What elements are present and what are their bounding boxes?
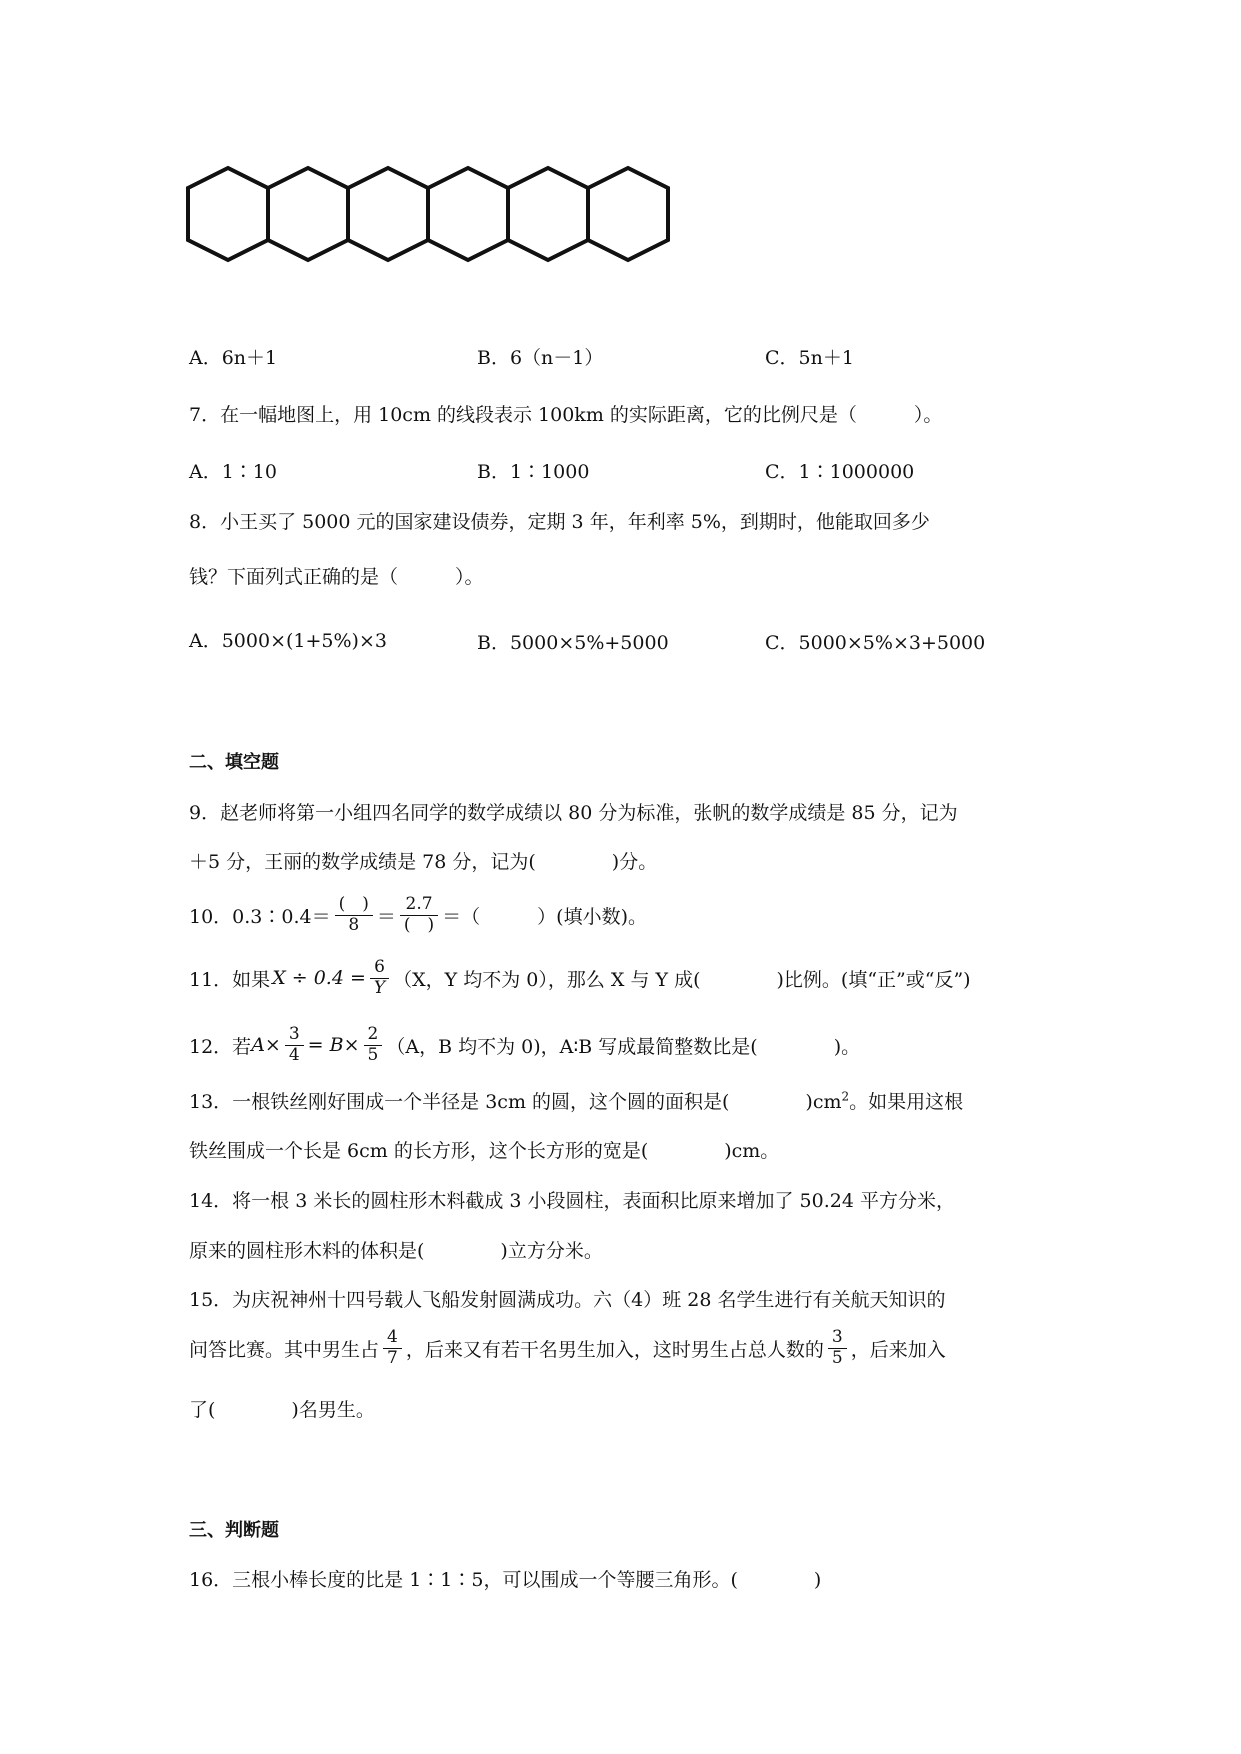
q12-f2-denominator: 5 — [367, 1044, 379, 1065]
q13-text-line2: 铁丝围成一个长是 6cm 的长方形，这个长方形的宽是( )cm。 — [189, 1140, 780, 1162]
hexagon-chain-figure — [180, 160, 680, 280]
q10-suffix: ＝（ ）(填小数)。 — [442, 905, 647, 928]
hexagon-6 — [588, 168, 668, 260]
q8-option-b[interactable]: B．5000×5%+5000 — [477, 632, 669, 654]
section-fill-in-title: 二、填空题 — [189, 752, 279, 773]
q15-f1-numerator: 4 — [383, 1328, 402, 1349]
q14-text-line2: 原来的圆柱形木料的体积是( )立方分米。 — [189, 1240, 603, 1262]
q11-f-denominator: Y — [373, 977, 386, 998]
q10-f1-denominator: 8 — [348, 914, 360, 935]
q12-fraction-2 — [364, 1025, 383, 1065]
section-true-false-title: 三、判断题 — [189, 1520, 279, 1541]
q11-f-numerator: 6 — [370, 958, 389, 979]
q7-text: 7．在一幅地图上，用 10cm 的线段表示 100km 的实际距离，它的比例尺是（ ）。 — [189, 404, 943, 426]
q8-option-c[interactable]: C．5000×5%×3+5000 — [765, 632, 986, 654]
q12-fraction-1 — [285, 1025, 304, 1065]
q9-text-line2: ＋5 分，王丽的数学成绩是 78 分，记为( )分。 — [189, 851, 658, 873]
hexagon-1 — [188, 168, 268, 260]
hexagon-2 — [268, 168, 348, 260]
q6-option-c[interactable]: C．5n＋1 — [765, 347, 854, 369]
q12-f1-numerator: 3 — [285, 1025, 304, 1046]
q12-a-term: A× — [251, 1034, 281, 1056]
q12-f1-denominator: 4 — [288, 1044, 300, 1065]
q13-text-line1 — [189, 1087, 963, 1114]
q10-f1-numerator[interactable]: ( ) — [335, 895, 373, 916]
q7-option-c[interactable]: C．1∶1000000 — [765, 461, 915, 483]
hexagon-4 — [428, 168, 508, 260]
q15-f2-denominator: 5 — [831, 1347, 843, 1368]
q6-option-a[interactable]: A．6n＋1 — [189, 347, 278, 369]
q15-text-line2 — [189, 1318, 946, 1378]
q12-suffix: （A，B 均不为 0)，A∶B 写成最简整数比是( )。 — [386, 1035, 861, 1058]
q15-fraction-1 — [383, 1328, 402, 1368]
q12-line — [189, 1015, 860, 1075]
q15-text-line3: 了( )名男生。 — [189, 1399, 375, 1421]
q9-text-line1: 9．赵老师将第一小组四名同学的数学成绩以 80 分为标准，张帆的数学成绩是 85 分，记为 — [189, 802, 958, 824]
q10-f2-denominator[interactable]: ( ) — [403, 914, 435, 935]
q11-line — [189, 948, 971, 1008]
q12-b-term: = B× — [307, 1034, 360, 1056]
q14-text-line1: 14．将一根 3 米长的圆柱形木料截成 3 小段圆柱，表面积比原来增加了 50.24 平方分米， — [189, 1190, 955, 1212]
q11-fraction — [370, 958, 389, 998]
q15-fraction-2 — [828, 1328, 847, 1368]
q10-prefix: 10．0.3∶0.4＝ — [189, 905, 331, 928]
q15-line2-part-c: ，后来加入 — [850, 1338, 946, 1361]
q6-option-b[interactable]: B．6（n－1） — [477, 347, 604, 369]
q11-suffix: （X，Y 均不为 0），那么 X 与 Y 成( )比例。(填“正”或“反”) — [393, 968, 971, 991]
q10-line — [189, 885, 647, 945]
q10-equals: ＝ — [376, 905, 396, 928]
q10-fraction-2 — [400, 895, 438, 935]
q11-expression: X ÷ 0.4 = — [272, 967, 366, 989]
q8-text-line1: 8．小王买了 5000 元的国家建设债券，定期 3 年，年利率 5%，到期时，他能取回多少 — [189, 511, 930, 533]
q15-line2-part-a: 问答比赛。其中男生占 — [189, 1338, 380, 1361]
q10-f2-numerator: 2.7 — [400, 895, 438, 916]
q7-option-b[interactable]: B．1∶1000 — [477, 461, 590, 483]
q13-superscript: 2 — [841, 1089, 850, 1104]
q15-line2-part-b: ，后来又有若干名男生加入，这时男生占总人数的 — [405, 1338, 824, 1361]
q7-option-a[interactable]: A．1∶10 — [189, 461, 277, 483]
q12-prefix: 12．若 — [189, 1035, 252, 1058]
q8-option-a[interactable]: A．5000×(1+5%)×3 — [189, 630, 387, 652]
q13-line1-part-a: 13．一根铁丝刚好围成一个半径是 3cm 的圆，这个圆的面积是( )cm — [189, 1091, 842, 1113]
hexagon-3 — [348, 168, 428, 260]
q15-f2-numerator: 3 — [828, 1328, 847, 1349]
q15-f1-denominator: 7 — [387, 1347, 398, 1368]
q16-text: 16．三根小棒长度的比是 1∶1∶5，可以围成一个等腰三角形。( ) — [189, 1569, 822, 1591]
q13-line1-part-b: 。如果用这根 — [849, 1091, 964, 1113]
hexagon-5 — [508, 168, 588, 260]
q12-f2-numerator: 2 — [364, 1025, 383, 1046]
q8-text-line2: 钱？下面列式正确的是（ ）。 — [189, 566, 484, 588]
q11-prefix: 11．如果 — [189, 968, 271, 991]
q15-text-line1: 15．为庆祝神州十四号载人飞船发射圆满成功。六（4）班 28 名学生进行有关航天知识的 — [189, 1289, 946, 1311]
q10-fraction-1 — [335, 895, 373, 935]
